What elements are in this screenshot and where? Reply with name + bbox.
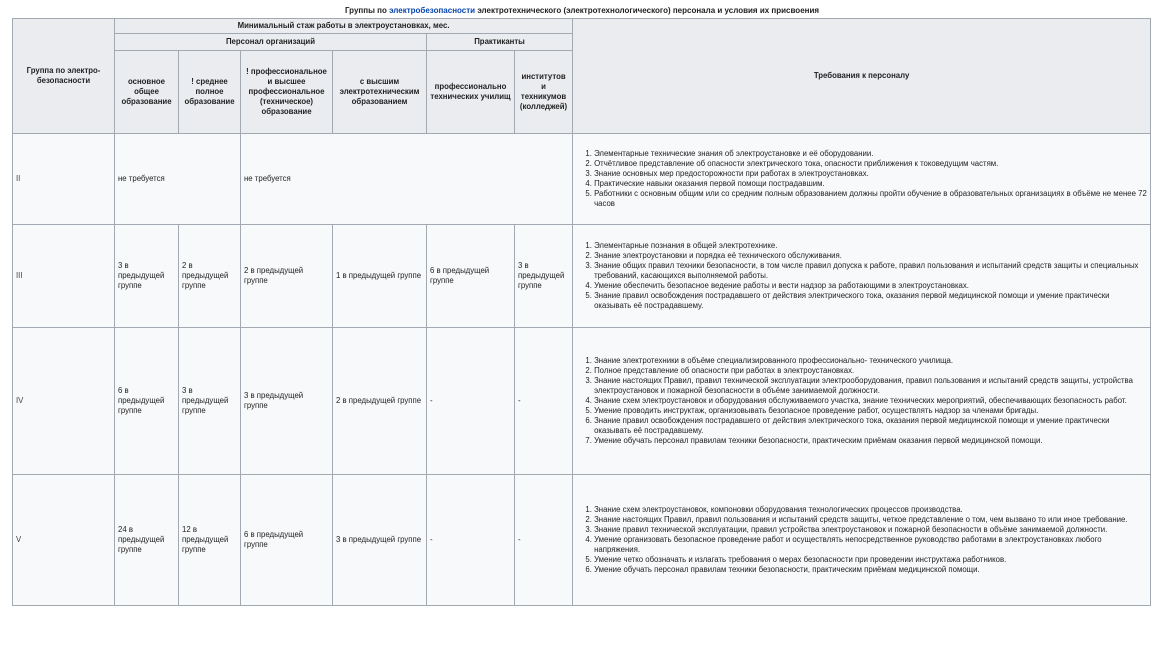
requirements-list — [576, 241, 1147, 311]
caption-text-rest: электротехнического (электротехнологического) персонала и условия их присвоения — [475, 6, 820, 15]
header-col-vocational: профессионально технических училищ — [427, 51, 515, 134]
group-cell: III — [13, 225, 115, 328]
header-col-professional: ! профессиональное и высшее профессиональное (техническое) образование — [241, 51, 333, 134]
table-caption — [0, 6, 1164, 15]
list-item: 4. Умение организовать безопасное проведение работ и осуществлять непосредственное руководство работами в электроустановках любого напряжения. — [594, 535, 1147, 555]
list-item: 2. Отчётливое представление об опасности электрического тока, опасности приближения к токоведущим частям. — [594, 159, 1147, 169]
table-row — [13, 328, 1151, 475]
header-org-staff: Персонал организаций — [115, 34, 427, 51]
caption-link[interactable]: электробезопасности — [389, 6, 476, 15]
experience-cell: 3 в предыдущей группе — [515, 225, 573, 328]
list-item: 7. Умение обучать персонал правилам техники безопасности, практическим приёмам оказания первой медицинской помощи. — [594, 436, 1147, 446]
list-item: 4. Практические навыки оказания первой помощи пострадавшим. — [594, 179, 1147, 189]
header-trainees: Практиканты — [427, 34, 573, 51]
table-row — [13, 134, 1151, 225]
requirements-cell — [573, 475, 1151, 606]
experience-cell: 3 в предыдущей группе — [115, 225, 179, 328]
experience-cell: - — [427, 475, 515, 606]
header-min-experience: Минимальный стаж работы в электроустановках, мес. — [115, 19, 573, 34]
list-item: 6. Знание правил освобождения пострадавшего от действия электрического тока, оказания первой медицинской помощи и умение практически оказывать её пострадавшему. — [594, 416, 1147, 436]
list-item: 3. Знание общих правил техники безопасности, в том числе правил допуска к работе, правил пользования и испытаний средств защиты и специальных требований, касающихся выполняемой работы. — [594, 261, 1147, 281]
table-row — [13, 475, 1151, 606]
caption-text: Группы по — [344, 6, 390, 15]
experience-cell: 3 в предыдущей группе — [241, 328, 333, 475]
experience-cell: 2 в предыдущей группе — [333, 328, 427, 475]
group-cell: II — [13, 134, 115, 225]
list-item: 5. Умение четко обозначать и излагать требования о мерах безопасности при проведении инструктажа работников. — [594, 555, 1147, 565]
header-col-basic: основное общее образование — [115, 51, 179, 134]
experience-cell: 1 в предыдущей группе — [333, 225, 427, 328]
experience-cell: не требуется — [241, 134, 573, 225]
list-item: 5. Работники с основным общим или со средним полным образованием должны пройти обучение в образовательных организациях в объёме не менее 72 часов — [594, 189, 1147, 209]
list-item: 1. Элементарные познания в общей электротехнике. — [594, 241, 1147, 251]
experience-cell: 24 в предыдущей группе — [115, 475, 179, 606]
requirements-cell — [573, 225, 1151, 328]
group-cell: IV — [13, 328, 115, 475]
experience-cell: не требуется — [115, 134, 241, 225]
experience-cell: - — [427, 328, 515, 475]
experience-cell: - — [515, 328, 573, 475]
requirements-cell — [573, 134, 1151, 225]
experience-cell: - — [515, 475, 573, 606]
group-cell: V — [13, 475, 115, 606]
header-col-institutes: институтов и техникумов (колледжей) — [515, 51, 573, 134]
experience-cell: 3 в предыдущей группе — [179, 328, 241, 475]
header-group: Группа по электро-безопасности — [13, 19, 115, 134]
experience-cell: 6 в предыдущей группе — [241, 475, 333, 606]
experience-cell: 6 в предыдущей группе — [427, 225, 515, 328]
requirements-list — [576, 505, 1147, 575]
experience-cell: 12 в предыдущей группе — [179, 475, 241, 606]
list-item: 3. Знание настоящих Правил, правил технической эксплуатации электрооборудования, правил пользования и испытаний средств защиты, устройства электроустановок и пожарной безопасности в объёме занимаемой должности. — [594, 376, 1147, 396]
list-item: 5. Знание правил освобождения пострадавшего от действия электрического тока, оказания первой медицинской помощи и умение практически оказывать её пострадавшему. — [594, 291, 1147, 311]
requirements-list — [576, 149, 1147, 209]
electrical-safety-groups-table — [12, 18, 1151, 606]
header-requirements: Требования к персоналу — [573, 19, 1151, 134]
experience-cell: 3 в предыдущей группе — [333, 475, 427, 606]
experience-cell: 2 в предыдущей группе — [179, 225, 241, 328]
list-item: 2. Полное представление об опасности при работах в электроустановках. — [594, 366, 1147, 376]
list-item: 3. Знание основных мер предосторожности при работах в электроустановках. — [594, 169, 1147, 179]
table-row — [13, 225, 1151, 328]
header-col-secondary: ! среднее полное образование — [179, 51, 241, 134]
list-item: 6. Умение обучать персонал правилам техники безопасности, практическим приёмам медицинской помощи. — [594, 565, 1147, 575]
list-item: 2. Знание электроустановки и порядка её технического обслуживания. — [594, 251, 1147, 261]
requirements-cell — [573, 328, 1151, 475]
experience-cell: 2 в предыдущей группе — [241, 225, 333, 328]
requirements-list — [576, 356, 1147, 446]
header-col-higher-electrical: с высшим электротехническим образованием — [333, 51, 427, 134]
list-item: 1. Знание электротехники в объёме специализированного профессионально- технического училища. — [594, 356, 1147, 366]
list-item: 1. Знание схем электроустановок, компоновки оборудования технологических процессов производства. — [594, 505, 1147, 515]
list-item: 5. Умение проводить инструктаж, организовывать безопасное проведение работ, осуществлять надзор за членами бригады. — [594, 406, 1147, 416]
list-item: 2. Знание настоящих Правил, правил пользования и испытаний средств защиты, четкое представление о том, чем вызвано то или иное требование. — [594, 515, 1147, 525]
list-item: 4. Умение обеспечить безопасное ведение работы и вести надзор за работающими в электроустановках. — [594, 281, 1147, 291]
list-item: 1. Элементарные технические знания об электроустановке и её оборудовании. — [594, 149, 1147, 159]
list-item: 4. Знание схем электроустановок и оборудования обслуживаемого участка, знание технических мероприятий, обеспечивающих безопасность работ. — [594, 396, 1147, 406]
experience-cell: 6 в предыдущей группе — [115, 328, 179, 475]
list-item: 3. Знание правил технической эксплуатации, правил устройства электроустановок и пожарной безопасности в объёме занимаемой должности. — [594, 525, 1147, 535]
